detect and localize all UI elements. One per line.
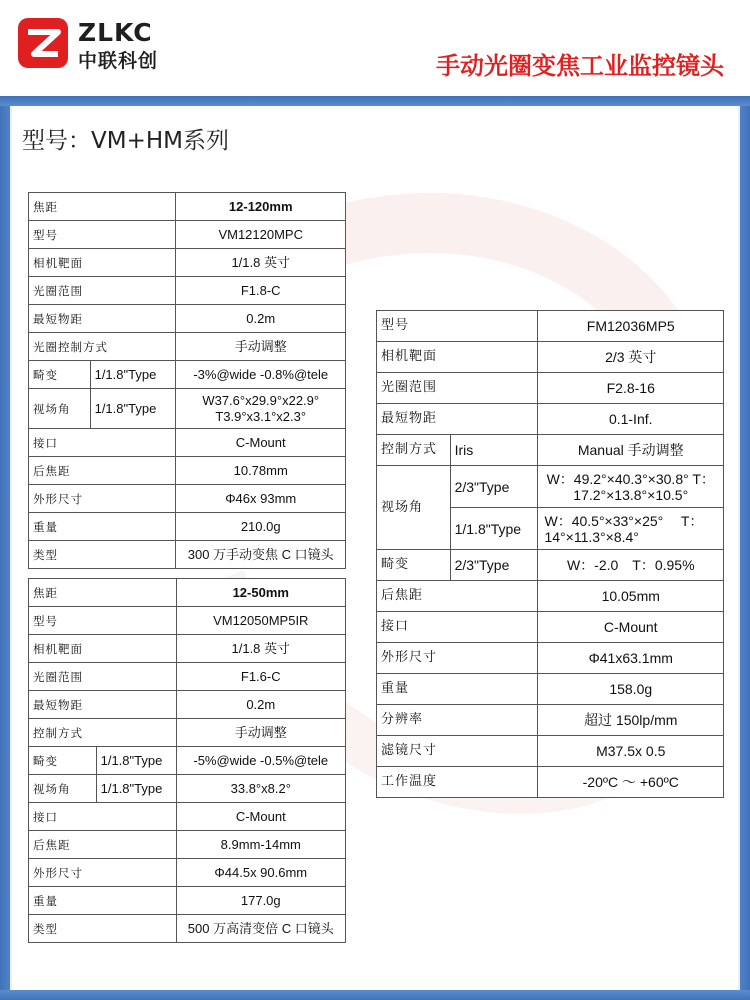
control-label: 控制方式 [377,435,451,466]
dim-value: Φ44.5x 90.6mm [176,859,345,887]
bfl-label: 后焦距 [29,831,177,859]
mount-value: C-Mount [176,429,346,457]
dim-label: 外形尺寸 [29,485,176,513]
table-row [377,311,724,342]
control-value: 手动调整 [176,719,345,747]
control-label: 控制方式 [29,719,177,747]
spec-table-12-120mm [28,192,346,569]
sensor-label: 相机靶面 [29,249,176,277]
dim-label: 外形尺寸 [29,859,177,887]
table-row [29,249,346,277]
table-row [377,674,724,705]
aperture-label: 光圈范围 [29,277,176,305]
brand-name-cn: 中联科创 [78,50,159,72]
fov-sub: 1/1.8"Type [96,775,176,803]
distortion-value: W：-2.0 T：0.95% [538,550,724,581]
sensor-value: 2/3 英寸 [538,342,724,373]
table-row [29,719,346,747]
table-row [29,915,346,943]
table-row [29,859,346,887]
control-sub: Iris [450,435,538,466]
bfl-label: 后焦距 [377,581,538,612]
table-row [29,663,346,691]
mount-label: 接口 [377,612,538,643]
fov-value-2-3: W：49.2°×40.3°×30.8° T：17.2°×13.8°×10.5° [538,466,724,508]
table-row [29,541,346,569]
table-row [377,404,724,435]
aperture-label: 光圈范围 [29,663,177,691]
page-title: 手动光圈变焦工业监控镜头 [436,52,724,80]
table-row [29,607,346,635]
distortion-label: 畸变 [377,550,451,581]
distortion-value: -5%@wide -0.5%@tele [176,747,345,775]
filter-value: M37.5x 0.5 [538,736,724,767]
spec-table-12-50mm [28,578,346,943]
fov-value-1-1.8: W：40.5°×33°×25° T：14°×11.3°×8.4° [538,508,724,550]
mod-label: 最短物距 [29,305,176,333]
fov-label: 视场角 [377,466,451,550]
table-row [377,581,724,612]
type-label: 类型 [29,541,176,569]
model-value: VM12050MP5IR [176,607,345,635]
table-row [377,736,724,767]
table-row [29,747,346,775]
table-row [29,887,346,915]
filter-label: 滤镜尺寸 [377,736,538,767]
focal-label: 焦距 [29,579,177,607]
sensor-value: 1/1.8 英寸 [176,635,345,663]
table-row [29,333,346,361]
aperture-value: F1.6-C [176,663,345,691]
table-row [29,513,346,541]
mount-value: C-Mount [538,612,724,643]
model-label: 型号 [377,311,538,342]
fov-sub-1-1.8: 1/1.8"Type [450,508,538,550]
table-row [29,277,346,305]
mod-value: 0.1-Inf. [538,404,724,435]
mount-label: 接口 [29,429,176,457]
sensor-label: 相机靶面 [29,635,177,663]
brand-name-en: ZLKC [78,18,153,47]
mod-value: 0.2m [176,305,346,333]
model-value: FM12036MP5 [538,311,724,342]
temp-value: -20ºC ～ +60ºC [538,767,724,798]
sensor-label: 相机靶面 [377,342,538,373]
zlkc-logo-icon [18,18,68,68]
table-row [29,361,346,389]
model-value: VM12120MPC [176,221,346,249]
table-row [29,803,346,831]
table-row [377,705,724,736]
bfl-value: 10.05mm [538,581,724,612]
distortion-label: 畸变 [29,361,91,389]
table-row [29,485,346,513]
aperture-value: F2.8-16 [538,373,724,404]
weight-value: 177.0g [176,887,345,915]
table-row [29,691,346,719]
fov-value-tele: T3.9°x3.1°x2.3° [215,408,307,424]
table-row [377,767,724,798]
type-value: 500 万高清变倍 C 口镜头 [176,915,345,943]
focal-value: 12-50mm [176,579,345,607]
table-row [377,612,724,643]
series-model-line: 型号：VM+HM系列 [22,128,229,154]
table-row [29,305,346,333]
table-row [29,579,346,607]
spec-table-fm12036mp5 [376,310,724,798]
table-row [29,389,346,429]
weight-label: 重量 [29,887,177,915]
aperture-value: F1.8-C [176,277,346,305]
distortion-sub: 1/1.8"Type [90,361,176,389]
control-value: Manual 手动调整 [538,435,724,466]
fov-sub: 1/1.8"Type [90,389,176,429]
fov-label: 视场角 [29,389,91,429]
fov-value: 33.8°x8.2° [176,775,345,803]
weight-label: 重量 [377,674,538,705]
type-value: 300 万手动变焦 C 口镜头 [176,541,346,569]
type-label: 类型 [29,915,177,943]
dim-value: Φ41x63.1mm [538,643,724,674]
table-row [377,550,724,581]
model-label: 型号 [29,221,176,249]
frame-bottom-border [0,990,750,1000]
table-row [29,775,346,803]
fov-sub-2-3: 2/3"Type [450,466,538,508]
weight-value: 210.0g [176,513,346,541]
table-row [29,831,346,859]
table-row [377,373,724,404]
table-row [377,466,724,508]
mod-label: 最短物距 [29,691,177,719]
sensor-value: 1/1.8 英寸 [176,249,346,277]
resolution-label: 分辨率 [377,705,538,736]
table-row [29,457,346,485]
distortion-sub: 1/1.8"Type [96,747,176,775]
table-row [377,643,724,674]
fov-label: 视场角 [29,775,97,803]
table-row [377,435,724,466]
dim-value: Φ46x 93mm [176,485,346,513]
mod-value: 0.2m [176,691,345,719]
dim-label: 外形尺寸 [377,643,538,674]
resolution-value: 超过 150lp/mm [538,705,724,736]
bfl-label: 后焦距 [29,457,176,485]
fov-value [176,389,346,429]
distortion-label: 畸变 [29,747,97,775]
table-row [29,221,346,249]
table-row [377,342,724,373]
mod-label: 最短物距 [377,404,538,435]
table-row [29,193,346,221]
distortion-sub: 2/3"Type [450,550,538,581]
iris-label: 光圈控制方式 [29,333,176,361]
focal-label: 焦距 [29,193,176,221]
temp-label: 工作温度 [377,767,538,798]
weight-value: 158.0g [538,674,724,705]
aperture-label: 光圈范围 [377,373,538,404]
mount-label: 接口 [29,803,177,831]
table-row [29,635,346,663]
frame-top-border [0,96,750,106]
weight-label: 重量 [29,513,176,541]
mount-value: C-Mount [176,803,345,831]
bfl-value: 8.9mm-14mm [176,831,345,859]
page-header [0,0,750,96]
table-row [29,429,346,457]
distortion-value: -3%@wide -0.8%@tele [176,361,346,389]
model-label: 型号 [29,607,177,635]
fov-value-wide: W37.6°x29.9°x22.9° [202,392,320,408]
bfl-value: 10.78mm [176,457,346,485]
focal-value: 12-120mm [176,193,346,221]
iris-value: 手动调整 [176,333,346,361]
